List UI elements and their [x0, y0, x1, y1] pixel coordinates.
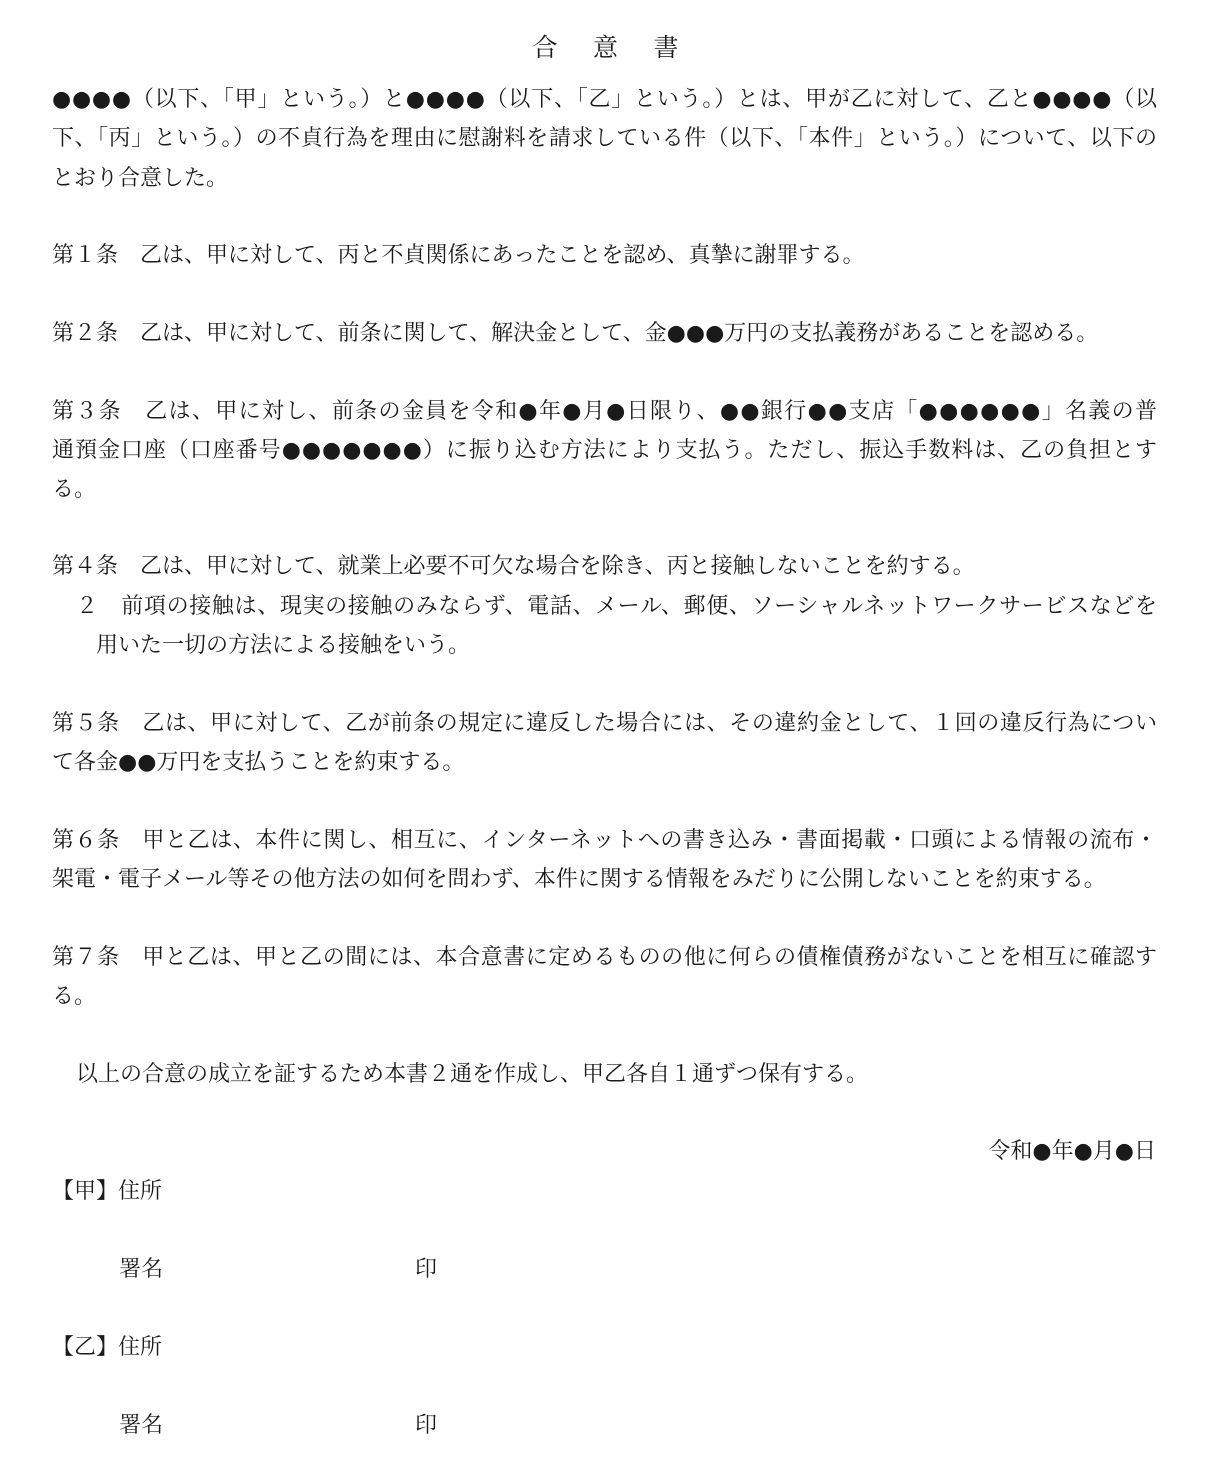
party-b-address-label: 【乙】住所 — [52, 1335, 163, 1360]
party-b-seal-mark: 印 — [415, 1413, 438, 1438]
article-line: る。 — [52, 984, 97, 1009]
party-a-signature-label: 署名 — [119, 1257, 164, 1282]
article-line: 架電・電子メール等その他方法の如何を問わず、本件に関する情報をみだりに公開しないことを約束する。 — [52, 867, 1106, 892]
preamble-line: 下、「丙」という。）の不貞行為を理由に慰謝料を請求している件（以下、「本件」という。）について、以下の — [52, 126, 1157, 151]
preamble-line: とおり合意した。 — [52, 166, 229, 191]
closing-statement: 以上の合意の成立を証するため本書２通を作成し、甲乙各自１通ずつ保有する。 — [76, 1062, 869, 1087]
article-line: 第５条 乙は、甲に対して、乙が前条の規定に違反した場合には、その違約金として、１回の違反行為につい — [52, 711, 1157, 736]
document-title: 合 意 書 — [532, 33, 693, 62]
article-line: 第３条 乙は、甲に対し、前条の金員を令和●年●月●日限り、●●銀行●●支店「●●●●●●」名義の普 — [52, 399, 1157, 424]
article-line: て各金●●万円を支払うことを約束する。 — [52, 750, 465, 775]
article-line: 第６条 甲と乙は、本件に関し、相互に、インターネットへの書き込み・書面掲載・口頭による情報の流布・ — [52, 828, 1157, 853]
article-2: 第２条 乙は、甲に対して、前条に関して、解決金として、金●●●万円の支払義務があることを認める。 — [52, 321, 1099, 346]
agreement-date: 令和●年●月●日 — [988, 1139, 1156, 1164]
article-line: 第７条 甲と乙は、甲と乙の間には、本合意書に定めるものの他に何らの債権債務がないことを相互に確認す — [52, 945, 1157, 970]
party-a-address-label: 【甲】住所 — [52, 1179, 163, 1204]
article-line: 用いた一切の方法による接触をいう。 — [96, 633, 471, 658]
article-1: 第１条 乙は、甲に対して、丙と不貞関係にあったことを認め、真摯に謝罪する。 — [52, 243, 865, 268]
party-a-seal-mark: 印 — [415, 1257, 438, 1282]
article-line: る。 — [52, 477, 97, 502]
preamble-line: ●●●●（以下、「甲」という。）と●●●●（以下、「乙」という。）とは、甲が乙に対して、乙と●●●●（以 — [52, 87, 1157, 112]
party-b-signature-label: 署名 — [119, 1413, 164, 1438]
article-line: 通預金口座（口座番号●●●●●●●）に振り込む方法により支払う。ただし、振込手数料は、乙の負担とす — [52, 438, 1157, 463]
article-paragraph-2: ２ 前項の接触は、現実の接触のみならず、電話、メール、郵便、ソーシャルネットワークサービスなどを — [76, 594, 1157, 619]
article-line: 第４条 乙は、甲に対して、就業上必要不可欠な場合を除き、丙と接触しないことを約する。 — [52, 554, 975, 579]
